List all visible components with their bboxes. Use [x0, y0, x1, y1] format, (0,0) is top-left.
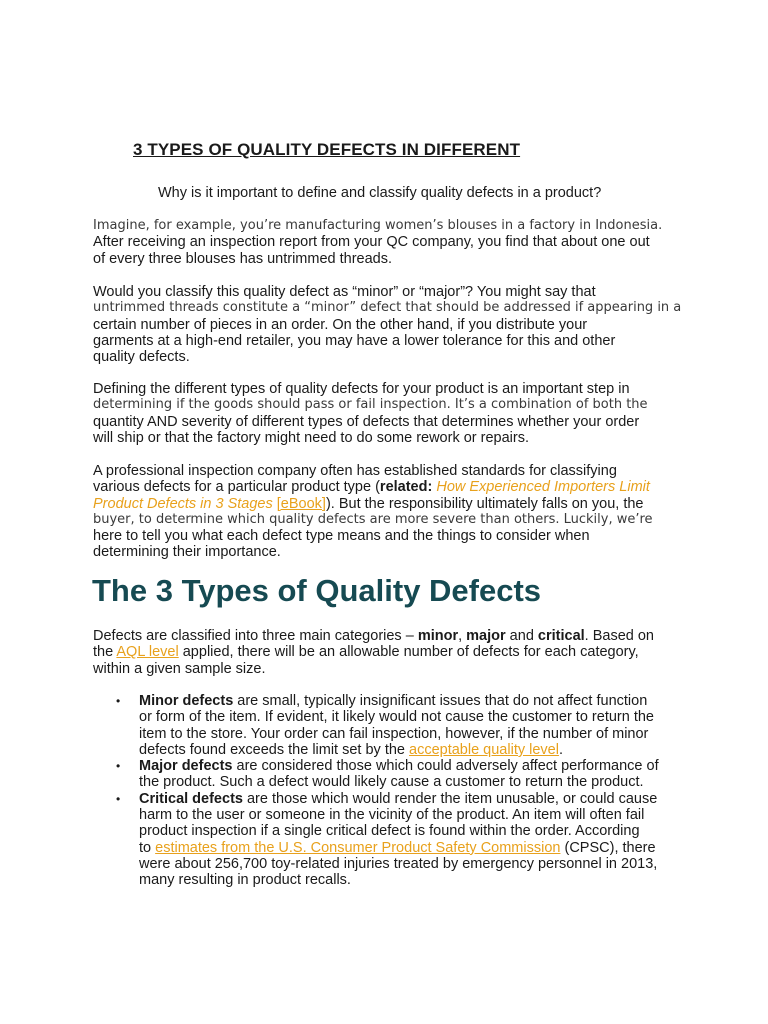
defect-term: Major defects [139, 758, 233, 775]
paragraph-line: here to tell you what each defect type means and the things to consider when [93, 528, 590, 545]
list-line: were about 256,700 toy-related injuries treated by emergency personnel in 2013, [139, 855, 658, 872]
major-term: major [466, 628, 506, 644]
cpsc-estimates-link[interactable]: estimates from the U.S. Consumer Product Safety Commission [155, 839, 561, 856]
paragraph-line [93, 479, 683, 495]
list-line: product inspection if a single critical defect is found within the order. According [139, 823, 640, 840]
paragraph-line: of every three blouses has untrimmed threads. [93, 250, 393, 267]
list-text: are considered those which could adversely affect performance of [232, 758, 659, 775]
paragraph-line [93, 644, 683, 660]
paragraph-line: A professional inspection company often has established standards for classifying [93, 463, 617, 479]
paragraph-categories [93, 628, 683, 677]
list-line: item to the store. Your order can fail inspection, however, if the number of minor [139, 725, 649, 742]
paragraph-defining [93, 381, 683, 446]
paragraph-text: the [93, 644, 117, 661]
bullet-icon: • [116, 759, 121, 774]
list-text: (CPSC), there [560, 839, 656, 856]
paragraph-line: within a given sample size. [93, 660, 266, 677]
list-line [139, 840, 693, 856]
paragraph-line: buyer, to determine which quality defects are more severe than others. Luckily, we’re [93, 511, 653, 527]
paragraph-text: Defects are classified into three main categories – [93, 628, 418, 644]
defect-term: Minor defects [139, 693, 234, 709]
paragraph-text: applied, there will be an allowable number of defects for each category, [178, 644, 639, 661]
paragraph-text: various defects for a particular product type ( [93, 479, 380, 496]
paragraph-text: ). But the responsibility ultimately falls on you, the [325, 495, 644, 512]
minor-term: minor [417, 628, 459, 644]
aql-level-link[interactable]: AQL level [116, 644, 179, 661]
acceptable-quality-level-link[interactable]: acceptable quality level [409, 741, 559, 758]
paragraph-line: certain number of pieces in an order. On the other hand, if you distribute your [93, 316, 588, 333]
bullet-icon: • [116, 694, 121, 708]
list-line: harm to the user or someone in the vicinity of the product. An item will often fail [139, 807, 645, 824]
list-line: many resulting in product recalls. [139, 872, 351, 889]
defect-term: Critical defects [139, 790, 243, 807]
critical-term: critical [537, 628, 585, 644]
bullet-icon: • [116, 791, 121, 806]
list-line [139, 693, 693, 709]
paragraph-inspection-company [93, 463, 683, 561]
paragraph-line: quantity AND severity of different types of defects that determines whether your order [93, 413, 640, 430]
paragraph-line [93, 628, 683, 644]
paragraph-line: determining their importance. [93, 544, 281, 561]
document-title: 3 TYPES OF QUALITY DEFECTS IN DIFFERENT [133, 140, 521, 159]
related-article-link-cont[interactable]: Product Defects in 3 Stages [93, 495, 273, 512]
list-line [139, 742, 693, 758]
paragraph-text: . Based on [584, 628, 654, 644]
defect-types-list [93, 693, 693, 889]
list-item-major-defects [93, 758, 693, 791]
list-text: . [558, 741, 563, 758]
list-item-minor-defects [93, 693, 693, 758]
paragraph-line [93, 496, 683, 512]
list-line: the product. Such a defect would likely cause a customer to return the product. [139, 774, 644, 791]
paragraph-line: After receiving an inspection report from your QC company, you find that about one out [93, 234, 650, 251]
list-item-critical-defects [93, 791, 693, 889]
paragraph-line: Imagine, for example, you’re manufacturing women’s blouses in a factory in Indonesia. [93, 218, 663, 233]
list-text: defects found exceeds the limit set by the [139, 741, 410, 758]
paragraph-text: , [458, 628, 467, 644]
list-text: are those which would render the item unusable, or could cause [242, 790, 658, 807]
paragraph-line: Defining the different types of quality defects for your product is an important step in [93, 381, 630, 397]
list-line [139, 758, 693, 774]
list-line: or form of the item. If evident, it likely would not cause the customer to return the [139, 709, 654, 726]
list-line [139, 791, 693, 807]
document-subtitle: Why is it important to define and classify quality defects in a product? [158, 185, 602, 201]
paragraph-line: will ship or that the factory might need to do some rework or repairs. [93, 429, 529, 446]
list-text: are small, typically insignificant issues that do not affect function [233, 693, 648, 709]
paragraph-line: Would you classify this quality defect as “minor” or “major”? You might say that [93, 284, 596, 300]
paragraph-line: quality defects. [93, 349, 190, 366]
paragraph-line: determining if the goods should pass or fail inspection. It’s a combination of both the [93, 397, 648, 413]
ebook-link[interactable]: [eBook] [276, 495, 326, 512]
paragraph-line: garments at a high-end retailer, you may have a lower tolerance for this and other [93, 332, 616, 349]
paragraph-intro [93, 218, 683, 267]
related-article-link[interactable]: How Experienced Importers Limit [436, 479, 650, 496]
related-label: related: [379, 479, 433, 496]
section-heading: The 3 Types of Quality Defects [92, 573, 542, 608]
list-text: to [139, 839, 156, 856]
paragraph-line: untrimmed threads constitute a “minor” defect that should be addressed if appearing in a [93, 300, 682, 316]
paragraph-classify [93, 284, 683, 365]
paragraph-text: and [505, 628, 538, 644]
